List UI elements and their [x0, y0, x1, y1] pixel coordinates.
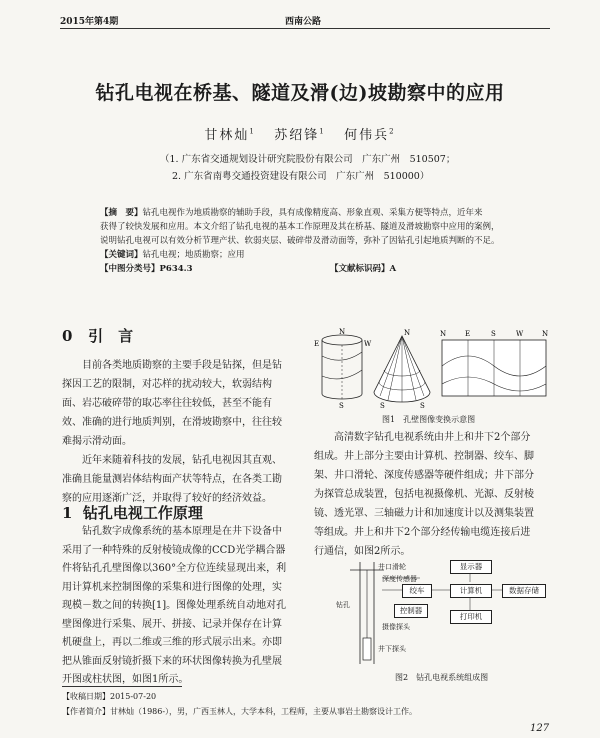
journal-name: 西南公路 — [285, 17, 322, 27]
text-line: 探因工艺的限制，对芯样的扰动较大，软弱结构 — [62, 379, 272, 390]
author-sup: 2 — [389, 127, 396, 136]
unrolled-view — [440, 330, 548, 396]
section-title: 钻孔电视工作原理 — [82, 504, 203, 522]
author-sup: 1 — [249, 127, 256, 136]
text-line: 行通信，如图2所示。 — [314, 546, 411, 557]
text-line: 壁图像进行采集、展开、拼接、记录并保存在计算 — [62, 618, 282, 630]
section-number: 0 — [62, 327, 73, 345]
text-line: 现模－数之间的转换[1]。图像处理系统自动地对孔 — [62, 600, 287, 611]
label-s: S — [491, 330, 496, 338]
author-name: 何伟兵 — [344, 128, 390, 143]
figure-2-diagram — [330, 560, 550, 666]
footnote-rule — [62, 686, 182, 687]
fig2-label-pulley: 井口滑轮 — [378, 563, 406, 571]
cone-view — [374, 329, 430, 410]
keywords-text: 钻孔电视；地质勘察；应用 — [142, 250, 245, 260]
text-line: 目前各类地质勘察的主要手段是钻探，但是钻 — [62, 360, 282, 371]
doc-code-label: 【文献标识码】 — [330, 264, 390, 274]
text-line: 组成。井上部分主要由计算机、控制器、绞车、脚 — [314, 451, 534, 462]
text-line: 为探管总成装置，包括电视摄像机、光源、反射棱 — [314, 489, 534, 500]
text-line: 机硬盘上，再以二维或三维的形式展示出来。亦即 — [62, 637, 282, 648]
text-line: 近年来随着科技的发展，钻孔电视因其直观、 — [62, 455, 282, 466]
section-1-heading — [62, 502, 203, 523]
fig2-label-probe: 井下探头 — [378, 645, 406, 653]
journal-issue: 2015年第4期 — [60, 17, 119, 27]
text-line: 察的应用逐渐广泛，并取得了较好的经济效益。 — [62, 493, 272, 504]
header-rule — [60, 28, 550, 29]
text-line: 等组成。井上和井下2个部分经传输电缆连接后进 — [314, 527, 531, 538]
classification-value: P634.3 — [159, 264, 193, 274]
label-n: N — [339, 328, 346, 336]
text-line: 难揭示滑动面。 — [62, 436, 132, 447]
keywords-label: 【关键词】 — [100, 250, 143, 260]
author-sup: 1 — [319, 127, 326, 136]
text-line: 钻孔数字成像系统的基本原理是在井下设备中 — [62, 526, 282, 537]
cylinder-view — [314, 328, 372, 410]
text-line: 高清数字钻孔电视系统由井上和井下2个部分 — [314, 432, 531, 443]
label-n: N — [440, 330, 447, 338]
text-line: 架、井口滑轮、深度传感器等硬件组成；井下部分 — [314, 470, 534, 481]
fig2-label-depth-sensor: 深度传感器 — [382, 575, 417, 583]
abstract-line: 钻孔电视作为地质勘察的辅助手段，具有成像精度高、形象直观、采集方便等特点，近年来 — [142, 208, 483, 218]
doc-code-value: A — [389, 264, 397, 274]
section-0-heading — [62, 325, 133, 346]
section-title: 引 言 — [88, 327, 134, 345]
fig2-controller-box: 控制器 — [394, 604, 428, 618]
abstract-label: 【摘 要】 — [100, 208, 143, 218]
figure-1-diagram — [312, 326, 552, 410]
fig2-label-borehole: 钻孔 — [336, 601, 350, 609]
text-line: 件将钻孔孔壁图像以360°全方位连续显现出来，利 — [62, 563, 287, 574]
fig2-printer-box: 打印机 — [450, 610, 492, 624]
fig2-label-camera: 摄像探头 — [382, 623, 410, 631]
right-column-body — [314, 428, 554, 561]
text-line: 面、岩芯破碎带的取芯率往往较低，甚至不能有 — [62, 398, 272, 409]
page-number: 127 — [530, 723, 550, 734]
label-s: S — [420, 402, 425, 410]
label-n: N — [542, 330, 549, 338]
label-e: E — [314, 340, 320, 348]
affiliation-2: 2. 广东省南粤交通投资建设有限公司 广东广州 510000） — [172, 171, 430, 182]
abstract-line: 说明钻孔电视可以有效分析节理产状、软弱夹层、破碎带及滑动面等，弥补了因钻孔引起地质判断的不足。 — [100, 236, 500, 246]
fig2-storage-box: 数据存储 — [502, 584, 546, 598]
text-line: 把从锥面反射镜折摄下来的环状图像转换为孔壁展 — [62, 655, 282, 667]
text-line: 效、准确的进行地质判别，在滑坡勘察中，往往较 — [62, 417, 282, 428]
text-line: 开图或柱状图，如图1所示。 — [62, 674, 189, 685]
affiliation-1: （1. 广东省交通规划设计研究院股份有限公司 广东广州 510507； — [160, 154, 456, 165]
section-1-body — [62, 523, 300, 690]
label-w: W — [516, 330, 524, 338]
fig2-monitor-box: 显示器 — [450, 560, 492, 574]
label-n: N — [404, 329, 411, 337]
fig2-computer-box: 计算机 — [450, 584, 492, 598]
label-e: E — [465, 330, 471, 338]
abstract-line: 获得了较快发展和应用。本文介绍了钻孔电视的基本工作原理及其在桥基、隧道及滑坡勘察中应用的案例， — [100, 222, 500, 232]
author-name: 甘林灿 — [204, 128, 250, 143]
author-name: 苏绍锋 — [274, 128, 320, 143]
footnote-bio: 【作者简介】甘林灿（1986-），男，广西玉林人，大学本科，工程师，主要从事岩土勘察设计工作。 — [62, 707, 418, 716]
footnote-received: 【收稿日期】2015-07-20 — [62, 692, 157, 701]
fig2-winch-box: 绞车 — [402, 584, 432, 598]
text-line: 镜、透光罩、三轴磁力计和加速度计以及测集装置 — [314, 508, 534, 519]
label-s: S — [380, 402, 385, 410]
text-line: 采用了一种特殊的反射棱镜成像的CCD光学耦合器 — [62, 544, 286, 556]
paper-title: 钻孔电视在桥基、隧道及滑(边)坡勘察中的应用 — [95, 82, 505, 104]
text-line: 用计算机来控制图像的采集和进行图像的处理，实 — [62, 581, 282, 593]
label-s: S — [339, 402, 344, 410]
section-0-body — [62, 356, 300, 508]
classification-label: 【中图分类号】 — [100, 264, 160, 274]
section-number: 1 — [62, 504, 73, 522]
figure-1-caption: 图1 孔壁图像变换示意图 — [382, 415, 476, 424]
figure-2-caption: 图2 钻孔电视系统组成图 — [395, 673, 489, 682]
abstract — [100, 206, 520, 276]
label-w: W — [364, 340, 372, 348]
author-list — [0, 124, 600, 143]
figure-2-lines — [330, 560, 550, 666]
text-line: 准确且能量测岩体结构面产状等特点，在各类工勘 — [62, 474, 282, 485]
